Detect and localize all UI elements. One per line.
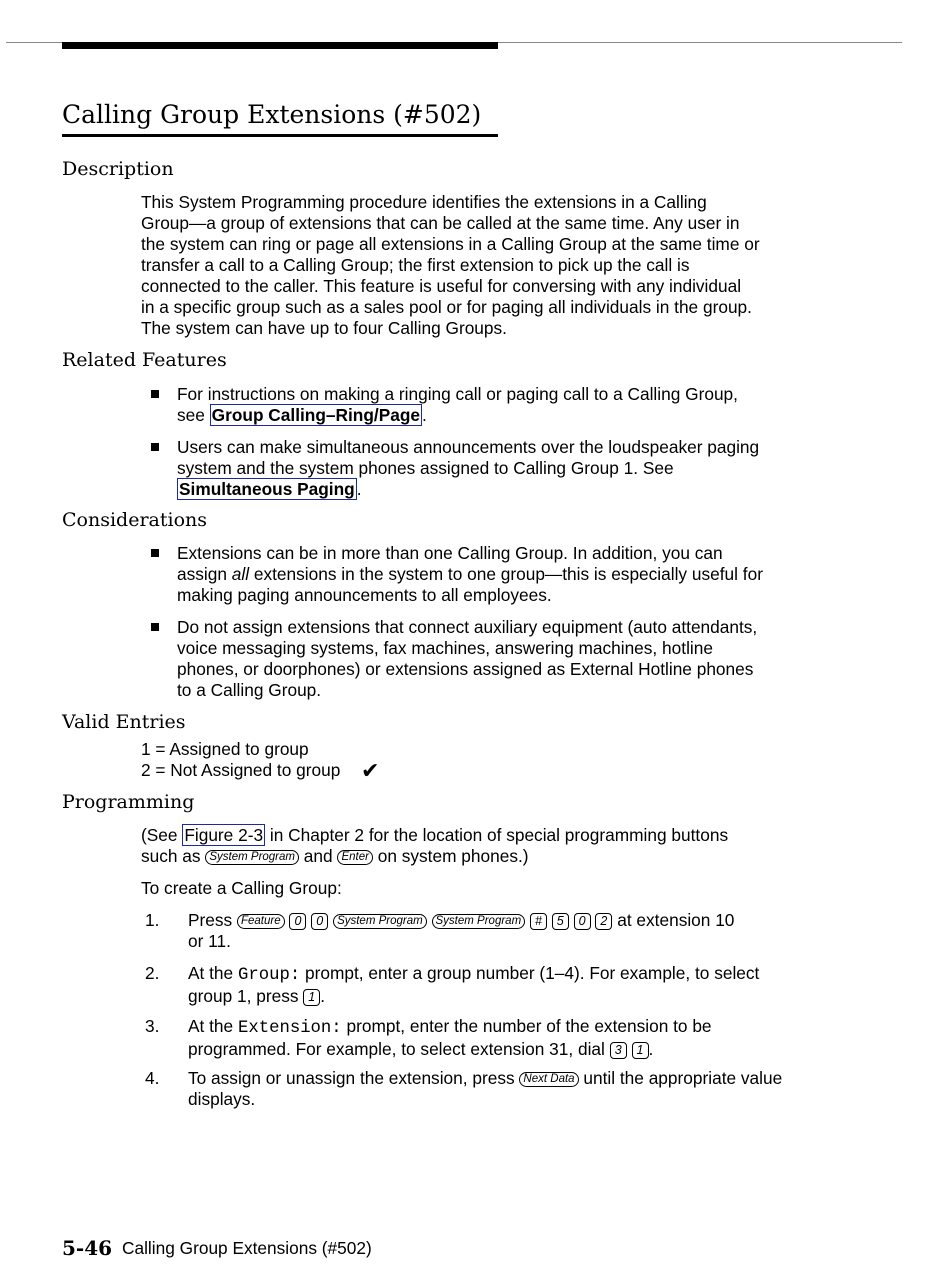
valid-entries-list — [141, 739, 791, 781]
digit-3-key: 3 — [610, 1042, 627, 1059]
step-number: 1. — [145, 910, 160, 930]
bullet-line: Users can make simultaneous announcements over the loudspeaker paging — [177, 437, 760, 457]
default-checkmark-icon: ✔ — [361, 758, 380, 783]
top-bar — [62, 42, 498, 49]
step-line — [188, 1016, 818, 1039]
note-line — [141, 846, 791, 867]
footer-title: Calling Group Extensions (#502) — [122, 1238, 372, 1258]
step-text-fragment: prompt, enter the number of the extension to be — [341, 1016, 712, 1036]
bullet-text-fragment: assign — [177, 564, 232, 584]
description-line: in a specific group such as a sales pool or for paging all individuals in the group. — [141, 297, 752, 317]
bullet-icon — [151, 443, 159, 451]
footer-page-number: 5-46 — [62, 1236, 113, 1260]
note-text-fragment: and — [299, 846, 338, 866]
description-line: the system can ring or page all extensions in a Calling Group at the same time or — [141, 234, 760, 254]
digit-0-key: 0 — [311, 913, 328, 930]
programming-note — [141, 825, 791, 867]
step-text-fragment: . — [320, 986, 326, 1006]
description-line: The system can have up to four Calling Groups. — [141, 318, 507, 338]
group-calling-link[interactable]: Group Calling–Ring/Page — [211, 405, 421, 425]
step-1 — [188, 910, 818, 952]
note-text-fragment: on system phones.) — [372, 846, 529, 866]
step-text-fragment: group 1, press — [188, 986, 304, 1006]
bullet-line: voice messaging systems, fax machines, answering machines, hotline — [177, 638, 713, 658]
step-line — [188, 1039, 818, 1060]
step-line — [188, 986, 818, 1007]
step-line: or 11. — [188, 931, 231, 951]
note-line — [141, 825, 791, 846]
note-text-fragment: (See — [141, 825, 183, 845]
bullet-line: making paging announcements to all employees. — [177, 585, 552, 605]
step-text-fragment: at extension 10 — [612, 910, 735, 930]
step-line — [188, 910, 818, 931]
digit-2-key: 2 — [595, 913, 612, 930]
step-line — [188, 1068, 818, 1089]
group-prompt: Group: — [237, 966, 301, 985]
description-line: connected to the caller. This feature is useful for conversing with any individual — [141, 276, 742, 296]
bullet-line: Extensions can be in more than one Calling Group. In addition, you can — [177, 543, 723, 563]
simultaneous-paging-link[interactable]: Simultaneous Paging — [179, 479, 355, 499]
bullet-line — [177, 405, 787, 426]
bullet-text-fragment: . — [356, 479, 362, 499]
title-rule — [62, 134, 498, 137]
digit-0-key: 0 — [289, 913, 306, 930]
note-text-fragment: in Chapter 2 for the location of special programming buttons — [265, 825, 729, 845]
step-text-fragment: programmed. For example, to select extension 31, dial — [188, 1039, 610, 1059]
considerations-heading: Considerations — [62, 509, 207, 531]
bullet-text-fragment: . — [422, 405, 427, 425]
bullet-text-fragment: see — [177, 405, 210, 425]
step-text-fragment: Press — [188, 910, 237, 930]
description-text — [141, 192, 791, 339]
bullet-icon — [151, 623, 159, 631]
valid-entry: 1 = Assigned to group — [141, 739, 309, 759]
figure-2-3-link[interactable]: Figure 2-3 — [184, 825, 264, 845]
bullet-line: For instructions on making a ringing call or paging call to a Calling Group, — [177, 384, 738, 404]
step-text-fragment: At the — [188, 1016, 238, 1036]
digit-0-key: 0 — [574, 913, 591, 930]
step-line: displays. — [188, 1089, 256, 1109]
note-text-fragment: such as — [141, 846, 206, 866]
programming-heading: Programming — [62, 791, 195, 813]
digit-1-key: 1 — [632, 1042, 649, 1059]
step-3 — [188, 1016, 818, 1060]
system-program-key: System Program — [333, 914, 427, 929]
digit-1-key: 1 — [303, 989, 320, 1006]
bullet-line — [177, 564, 787, 585]
create-intro: To create a Calling Group: — [141, 878, 342, 898]
step-number: 3. — [145, 1016, 160, 1036]
emphasis-text: all — [231, 564, 250, 584]
valid-entries-heading: Valid Entries — [62, 711, 186, 733]
bullet-line: phones, or doorphones) or extensions assigned as External Hotline phones — [177, 659, 754, 679]
description-heading: Description — [62, 158, 174, 180]
bullet-line: system and the system phones assigned to Calling Group 1. See — [177, 458, 674, 478]
enter-key: Enter — [337, 850, 373, 865]
system-program-key: System Program — [205, 850, 299, 865]
step-2 — [188, 963, 818, 1007]
valid-entry: 2 = Not Assigned to group — [141, 760, 341, 780]
step-text-fragment: To assign or unassign the extension, press — [188, 1068, 520, 1088]
description-line: Group—a group of extensions that can be called at the same time. Any user in — [141, 213, 740, 233]
description-line: transfer a call to a Calling Group; the first extension to pick up the call is — [141, 255, 690, 275]
bullet-text-fragment: extensions in the system to one group—this is especially useful for — [249, 564, 763, 584]
step-number: 2. — [145, 963, 160, 983]
step-text-fragment: prompt, enter a group number (1–4). For example, to select — [300, 963, 760, 983]
bullet-line: Do not assign extensions that connect auxiliary equipment (auto attendants, — [177, 617, 758, 637]
bullet-icon — [151, 390, 159, 398]
step-4 — [188, 1068, 818, 1110]
bullet-icon — [151, 549, 159, 557]
digit-5-key: 5 — [552, 913, 569, 930]
step-text-fragment: . — [648, 1039, 654, 1059]
step-line — [188, 963, 818, 986]
page-title: Calling Group Extensions (#502) — [62, 100, 482, 129]
step-text-fragment: until the appropriate value — [578, 1068, 783, 1088]
bullet-line — [177, 479, 787, 500]
step-number: 4. — [145, 1068, 160, 1088]
step-text-fragment: At the — [188, 963, 238, 983]
next-data-key: Next Data — [519, 1072, 578, 1087]
hash-key: # — [530, 913, 547, 930]
description-line: This System Programming procedure identifies the extensions in a Calling — [141, 192, 707, 212]
extension-prompt: Extension: — [237, 1019, 342, 1038]
feature-key: Feature — [237, 914, 285, 929]
bullet-line: to a Calling Group. — [177, 680, 322, 700]
system-program-key: System Program — [432, 914, 526, 929]
related-features-heading: Related Features — [62, 349, 227, 371]
